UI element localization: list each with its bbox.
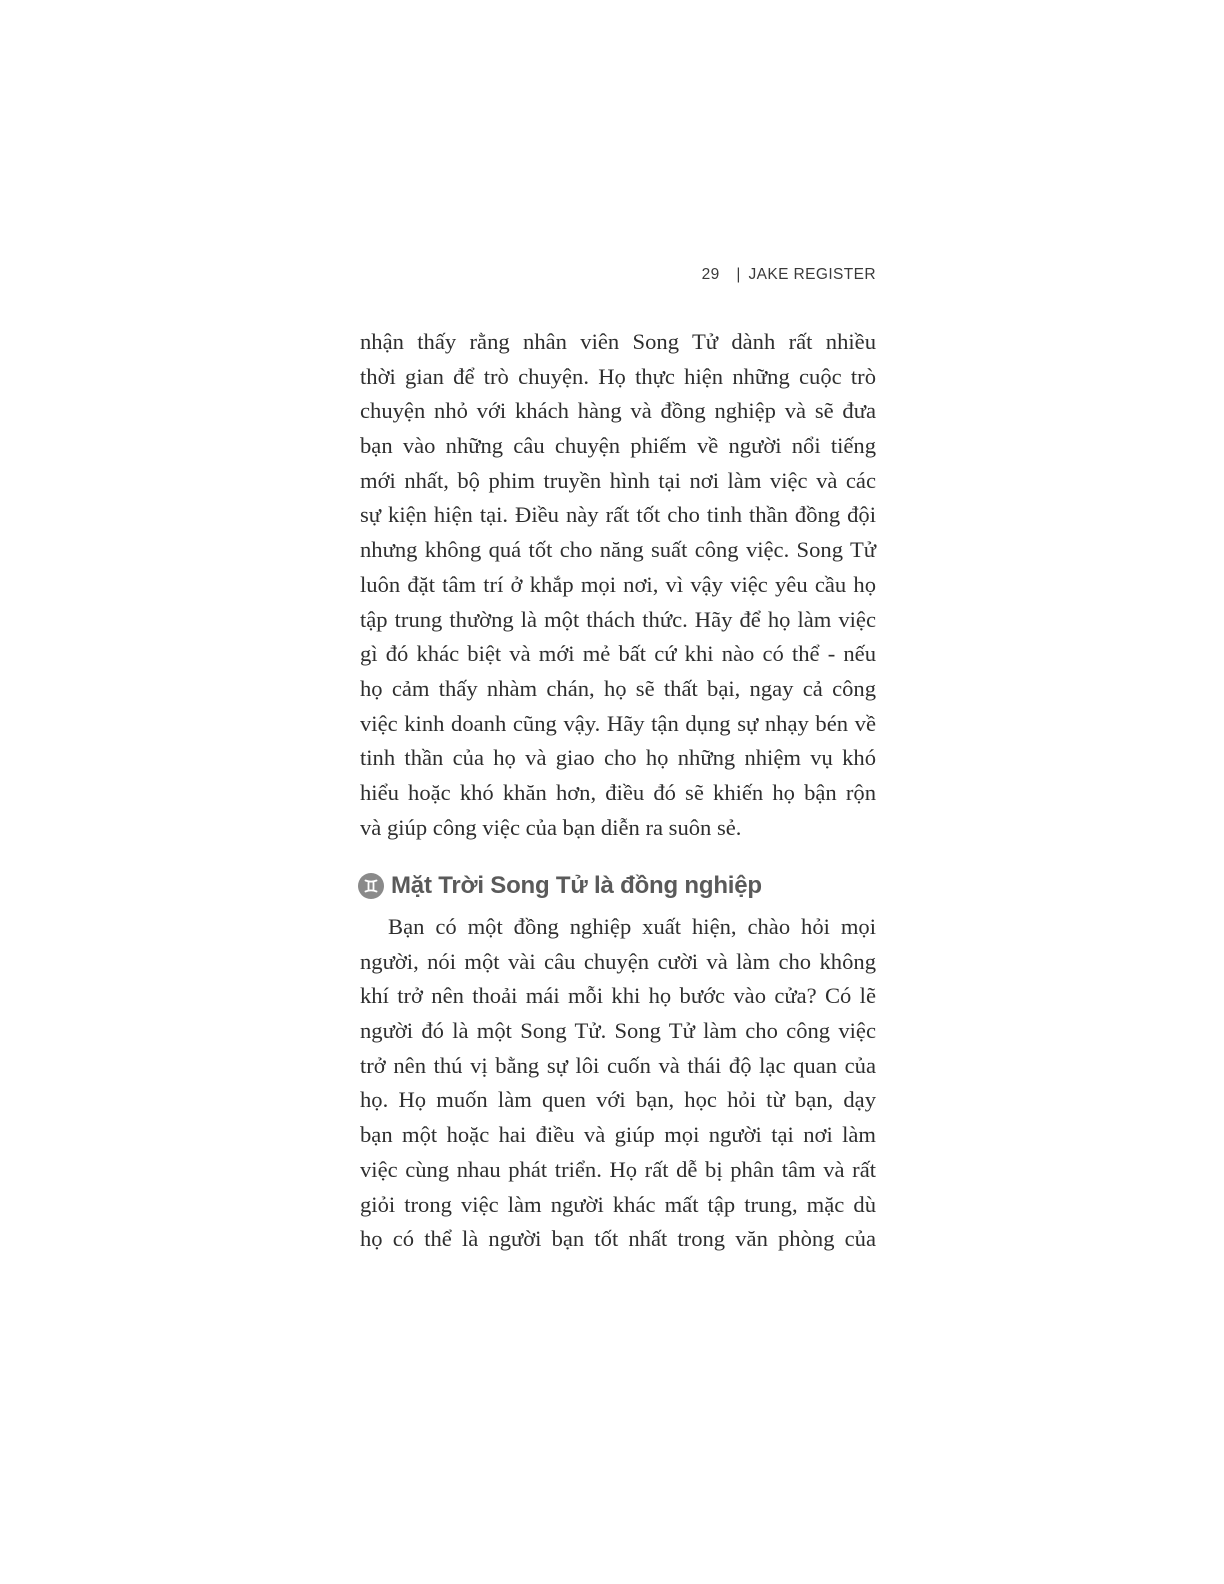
author-name: JAKE REGISTER <box>748 266 876 283</box>
text-line: họ cảm thấy nhàm chán, họ sẽ thất bại, ngay cả công <box>360 675 876 701</box>
text-line: bạn vào những câu chuyện phiếm về người nổi tiếng <box>360 433 876 459</box>
text-line: người, nói một vài câu chuyện cười và làm cho không <box>360 948 876 974</box>
section-heading <box>358 868 762 904</box>
text-line: họ. Họ muốn làm quen với bạn, học hỏi từ bạn, dạy <box>360 1087 876 1113</box>
text-line: luôn đặt tâm trí ở khắp mọi nơi, vì vậy việc yêu cầu họ <box>360 571 876 597</box>
text-line: thời gian để trò chuyện. Họ thực hiện những cuộc trò <box>360 363 876 389</box>
text-line: chuyện nhỏ với khách hàng và đồng nghiệp và sẽ đưa <box>360 398 876 424</box>
text-line: việc kinh doanh cũng vậy. Hãy tận dụng sự nhạy bén về <box>360 710 876 736</box>
paragraph-1 <box>360 325 876 845</box>
text-line: người đó là một Song Tử. Song Tử làm cho công việc <box>360 1018 876 1044</box>
section-title: Mặt Trời Song Tử là đồng nghiệp <box>391 872 762 899</box>
text-line: sự kiện hiện tại. Điều này rất tốt cho tinh thần đồng đội <box>360 502 876 528</box>
text-line: nhưng không quá tốt cho năng suất công việc. Song Tử <box>360 537 876 563</box>
text-line: bạn một hoặc hai điều và giúp mọi người tại nơi làm <box>360 1122 876 1148</box>
text-line: tinh thần của họ và giao cho họ những nhiệm vụ khó <box>360 745 876 771</box>
page-number: 29 <box>701 266 720 283</box>
text-line: gì đó khác biệt và mới mẻ bất cứ khi nào có thể - nếu <box>360 641 876 667</box>
text-line: Bạn có một đồng nghiệp xuất hiện, chào hỏi mọi <box>388 914 876 939</box>
text-line: hiểu hoặc khó khăn hơn, điều đó sẽ khiến họ bận rộn <box>360 779 876 805</box>
header-separator: | <box>736 266 741 283</box>
text-line: nhận thấy rằng nhân viên Song Tử dành rất nhiều <box>360 329 876 354</box>
text-line: mới nhất, bộ phim truyền hình tại nơi làm việc và các <box>360 467 876 493</box>
running-header <box>360 266 876 284</box>
text-line: khí trở nên thoải mái mỗi khi họ bước vào cửa? Có lẽ <box>360 983 876 1009</box>
text-line: việc cùng nhau phát triển. Họ rất dễ bị phân tâm và rất <box>360 1156 876 1182</box>
text-line: và giúp công việc của bạn diễn ra suôn sẻ. <box>360 814 742 840</box>
paragraph-2 <box>360 910 876 1257</box>
gemini-symbol-icon <box>358 873 384 899</box>
text-line: họ có thể là người bạn tốt nhất trong văn phòng của <box>360 1226 876 1252</box>
text-line: trở nên thú vị bằng sự lôi cuốn và thái độ lạc quan của <box>360 1052 876 1078</box>
text-line: tập trung thường là một thách thức. Hãy để họ làm việc <box>360 606 876 632</box>
text-line: giỏi trong việc làm người khác mất tập trung, mặc dù <box>360 1191 876 1217</box>
